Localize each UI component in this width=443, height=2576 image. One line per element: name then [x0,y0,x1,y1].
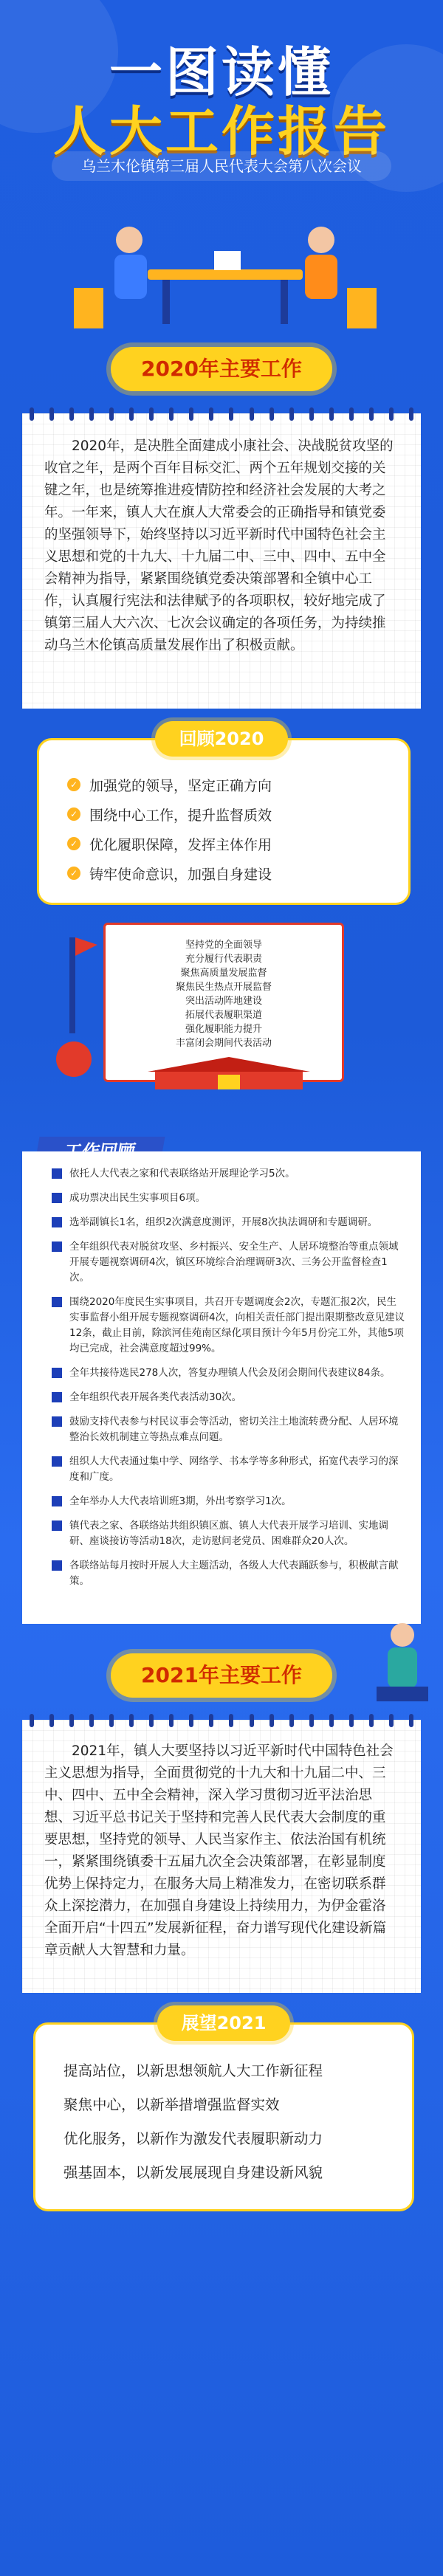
work-item: 组织人大代表通过集中学、网络学、书本学等多种形式，拓宽代表学习的深度和广度。 [52,1454,406,1485]
banner-line: 聚焦民生热点开展监督 [175,982,272,993]
work-item: 全年举办人大代表培训班3期，外出考察学习1次。 [52,1494,406,1509]
bullet-square [52,1456,62,1467]
banner-line: 突出活动阵地建设 [185,996,262,1007]
work-review-card [22,1151,421,1624]
party-emblem-icon [44,923,103,1092]
spiral-binding [30,1714,413,1726]
work-item: 全年组织代表开展各类代表活动30次。 [52,1390,406,1405]
bullet-square [52,1241,62,1252]
review-2020-list [67,770,272,888]
spiral-binding [30,407,413,419]
work-item: 围绕2020年度民生实事项目，共召开专题调度会2次，专题汇报2次，民生实事监督小组开展专题视察调研4次，向相关责任部门提出限期整改意见建议12条，截止目前，除滨河佳苑南区绿化项目预计今年5月份完工外，其他5项均已完成，社会满意度超过99%。 [52,1295,406,1357]
check-icon: ✓ [67,837,80,850]
outlook-2021-list [63,2054,323,2190]
meeting-illustration [59,199,384,332]
bullet-square [52,1368,62,1378]
banner-line: 拓展代表履职渠道 [185,1010,262,1021]
bullet-square [52,1560,62,1571]
bullet-square [52,1521,62,1531]
bullet-square [52,1217,62,1227]
work-item: 选举副镇长1名，组织2次满意度测评，开展8次执法调研和专题调研。 [52,1215,406,1230]
list-item: ✓ 围绕中心工作，提升监督质效 [67,799,272,829]
list-item: ✓ 加强党的领导，坚定正确方向 [67,770,272,799]
outlook-2021-card [33,2013,414,2211]
review-2020-pill: 回顾2020 [155,721,288,757]
bullet-square [52,1168,62,1179]
outlook-2021-pill: 展望2021 [157,2005,290,2041]
bullet-square [52,1297,62,1307]
section-2021-card [22,1720,421,1993]
work-item: 全年组织代表对脱贫攻坚、乡村振兴、安全生产、人居环境整治等重点领域开展专题视察调研4次，镇区环境综合治理调研3次、三务公开监督检查1次。 [52,1239,406,1286]
list-item: ✓ 优化履职保障，发挥主体作用 [67,829,272,858]
check-icon: ✓ [67,867,80,880]
check-icon: ✓ [67,778,80,791]
section-2020-paragraph: 2020年，是决胜全面建成小康社会、决战脱贫攻坚的收官之年，是两个百年目标交汇、两个五年规划交接的关键之年，也是统筹推进疫情防控和经济社会发展的大考之年。一年来，镇人大在旗人大常委会的正确指导和镇党委的坚强领导下，始终坚持以习近平新时代中国特色社会主义思想和党的十九大、十九届二中、三中、四中、五中全会精神为指导，紧紧围绕镇党委决策部署和全镇中心工作，认真履行宪法和法律赋予的各项职权，较好地完成了镇第三届人大六次、七次会议确定的各项任务，为持续推动乌兰木伦镇高质量发展作出了积极贡献。 [44,438,394,653]
work-item: 依托人大代表之家和代表联络站开展理论学习5次。 [52,1166,406,1182]
list-item: 提高站位，以新思想领航人大工作新征程 [63,2062,323,2079]
bullet-square [52,1193,62,1203]
bullet-square [52,1496,62,1506]
banner-line: 丰富闭会期间代表活动 [175,1038,272,1049]
section-2021-pill: 2021年主要工作 [111,1653,332,1698]
banner-line: 充分履行代表职责 [185,954,262,965]
header [0,0,443,369]
main-title-line2: 人大工作报告 [52,100,390,162]
bullet-square [52,1416,62,1427]
check-icon: ✓ [67,807,80,821]
main-title-line1: 一图读懂 [109,41,334,103]
banner-line: 坚持党的全面领导 [185,940,262,951]
work-item: 各联络站每月按时开展人大主题活动，各级人大代表踊跃参与，积极献言献策。 [52,1558,406,1589]
section-2020-card [22,413,421,709]
list-item: 强基固本，以新发展展现自身建设新风貌 [63,2164,323,2181]
review-2020-card [37,729,411,905]
work-item: 鼓励支持代表参与村民议事会等活动，密切关注土地流转费分配、人居环境整治长效机制建立等热点难点问题。 [52,1414,406,1445]
section-2021-paragraph: 2021年，镇人大要坚持以习近平新时代中国特色社会主义思想为指导，全面贯彻党的十九大和十九届二中、三中、四中、五中全会精神，深入学习贯彻习近平法治思想、习近平总书记关于坚持和完善人民代表大会制度的重要思想，坚持党的领导、人民当家作主、依法治国有机统一，紧紧围绕镇委十五届九次全会决策部署，在彰显制度优势上保持定力，在服务大局上精准发力，在密切联系群众上深挖潜力，在加强自身建设上持续用力，为伊金霍洛全面开启“十四五”发展新征程，奋力谱写现代化建设新篇章贡献人大智慧和力量。 [44,1743,394,1958]
work-item: 全年共接待选民278人次，答复办理镇人代会及闭会期间代表建议84条。 [52,1366,406,1381]
presenter-illustration [369,1616,436,1705]
banner-line: 聚焦高质量发展监督 [180,968,267,979]
list-item: ✓ 铸牢使命意识，加强自身建设 [67,858,272,888]
work-review-list [52,1166,406,1598]
section-2020-pill: 2020年主要工作 [111,347,332,391]
work-item: 镇代表之家、各联络站共组织镇区旗、镇人大代表开展学习培训、实地调研、座谈接访等活动18次，走访慰问老党员、困难群众20人次。 [52,1518,406,1549]
tiananmen-icon [140,1055,317,1092]
list-item: 优化服务，以新作为激发代表履职新动力 [63,2130,323,2147]
banner-illustration [44,923,399,1092]
work-item: 成功票决出民生实事项目6项。 [52,1191,406,1206]
list-item: 聚焦中心，以新举措增强监督实效 [63,2096,280,2113]
meeting-subtitle: 乌兰木伦镇第三届人民代表大会第八次会议 [52,151,391,181]
banner-line: 强化履职能力提升 [185,1024,262,1035]
bullet-square [52,1392,62,1402]
